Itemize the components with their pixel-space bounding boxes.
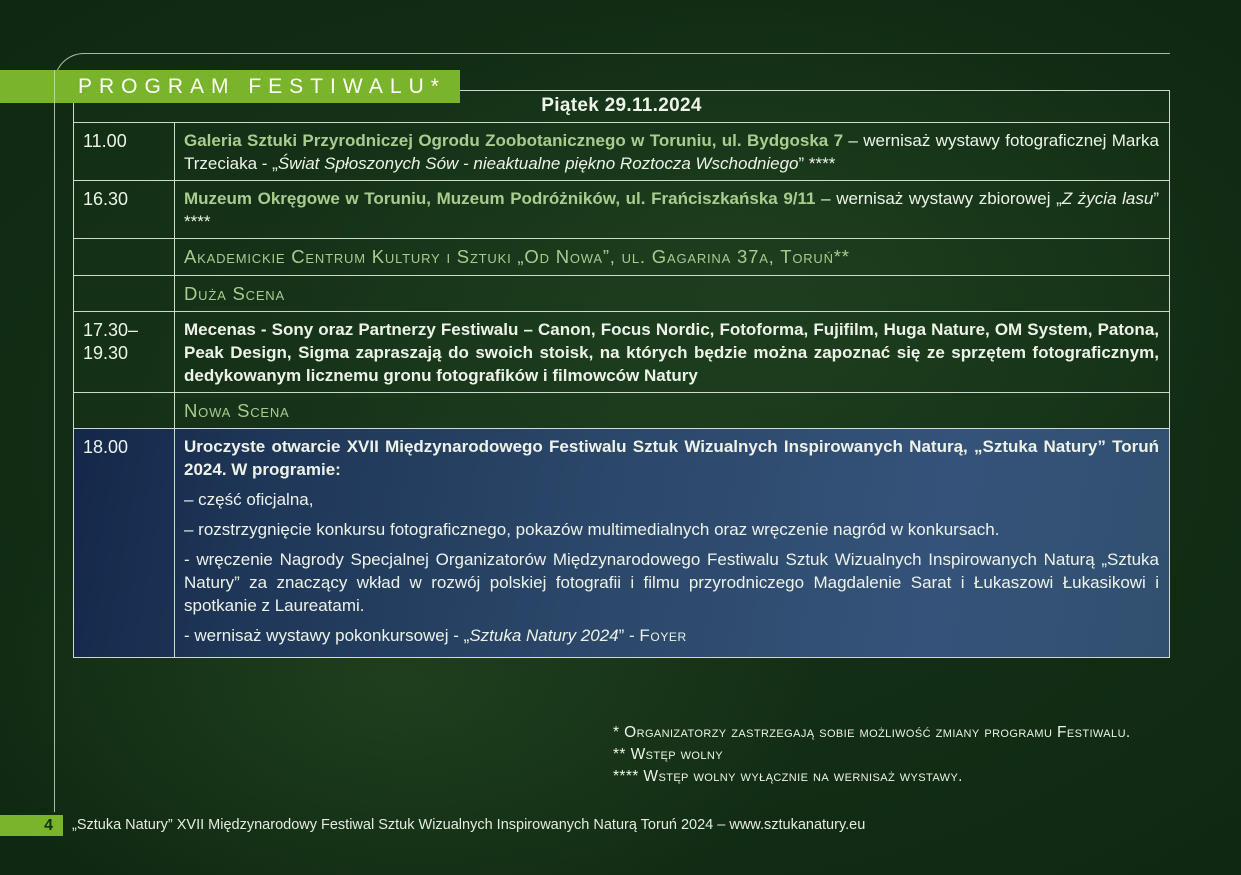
event-description: Duża Scena	[184, 283, 285, 304]
footer-text: „Sztuka Natury” XVII Międzynarodowy Festiwal Sztuk Wizualnych Inspirowanych Naturą Toruń 2024 – www.sztukanatury.eu	[72, 817, 866, 833]
table-row	[74, 311, 1169, 392]
event-time	[74, 276, 175, 311]
page-number: 4	[44, 817, 53, 834]
table-row	[74, 428, 1169, 657]
footnote-line: **** Wstęp wolny wyłącznie na wernisaż wystawy.	[613, 768, 963, 785]
table-row	[74, 392, 1169, 428]
table-row	[74, 122, 1169, 180]
schedule-table	[73, 90, 1170, 658]
event-time	[74, 393, 175, 428]
event-time: 18.00	[74, 429, 175, 657]
footnote-line: ** Wstęp wolny	[613, 746, 723, 763]
event-description: Muzeum Okręgowe w Toruniu, Muzeum Podróżników, ul. Frańciszkańska 9/11 – wernisaż wystawy zbiorowej „Z życia lasu” ****	[184, 189, 1160, 231]
schedule-rows	[74, 122, 1169, 657]
event-time	[74, 239, 175, 275]
event-description: Akademickie Centrum Kultury i Sztuki „Od Nowa”, ul. Gagarina 37a, Toruń**	[184, 246, 850, 267]
event-description: Mecenas - Sony oraz Partnerzy Festiwalu – Canon, Focus Nordic, Fotoforma, Fujifilm, Huga Nature, OM System, Patona, Peak Design, Sigma zapraszają do swoich stoisk, na których będzie można zapoznać się ze sprzętem fotograficznym, dedykowanym licznemu gronu fotografików i filmowców Natury	[184, 320, 1159, 385]
page-number-chip	[0, 815, 63, 836]
table-row	[74, 238, 1169, 275]
footnote-line: * Organizatorzy zastrzegają sobie możliwość zmiany programu Festiwalu.	[613, 724, 1131, 741]
event-description: Galeria Sztuki Przyrodniczej Ogrodu Zoobotanicznego w Toruniu, ul. Bydgoska 7 – wernisaż wystawy fotograficznej Marka Trzeciaka - „Świat Spłoszonych Sów - nieaktualne piękno Roztocza Wschodniego” ****	[184, 131, 1159, 173]
page-title: PROGRAM FESTIWALU*	[78, 74, 446, 98]
day-header: Piątek 29.11.2024	[541, 95, 702, 116]
event-time: 17.30– 19.30	[74, 312, 175, 392]
event-description: Uroczyste otwarcie XVII Międzynarodowego Festiwalu Sztuk Wizualnych Inspirowanych Naturą, „Sztuka Natury” Toruń 2024. W programie: – część oficjalna, – rozstrzygnięcie konkursu fotograficznego, pokazów multimedialnych oraz wręczenie nagród w konkursach. - wręczenie Nagrody Specjalnej Organizatorów Międzynarodowego Festiwalu Sztuk Wizualnych Inspirowanych Naturą „Sztuka Natury” za znaczący wkład w rozwój polskiej fotografii i filmu przyrodniczego Magdalenie Sarat i Łukaszowi Łukasikowi i spotkanie z Laureatami. - wernisaż wystawy pokonkursowej - „Sztuka Natury 2024” - Foyer	[184, 437, 1159, 645]
event-description: Nowa Scena	[184, 400, 290, 421]
footnotes	[613, 722, 1131, 788]
event-time: 16.30	[74, 181, 175, 238]
page-title-banner	[0, 70, 460, 103]
table-row	[74, 275, 1169, 311]
table-row	[74, 180, 1169, 238]
event-time: 11.00	[74, 123, 175, 180]
